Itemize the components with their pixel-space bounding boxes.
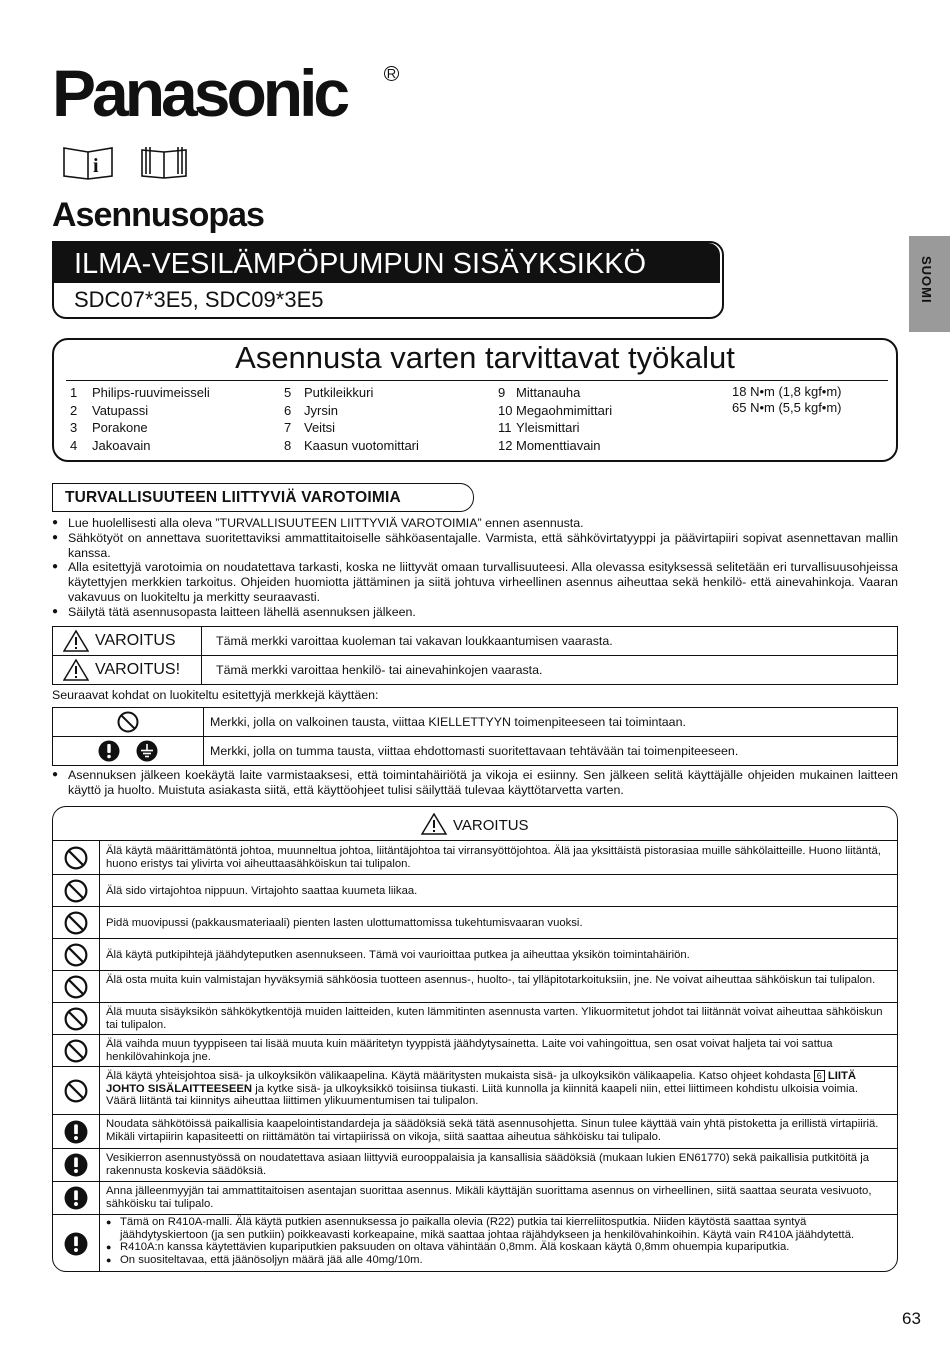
manual-icons — [62, 144, 192, 180]
section-ref: 6 — [814, 1070, 825, 1082]
tool-item: 8 Kaasun vuotomittari — [284, 437, 419, 453]
warning-text — [106, 1216, 891, 1266]
warning-row — [53, 1035, 897, 1067]
table-row — [53, 737, 898, 766]
symbol-cell — [53, 708, 204, 737]
hazard-label-cell — [53, 656, 202, 685]
hazard-label: VAROITUS! — [95, 661, 181, 678]
tool-item: 9 Mittanauha — [498, 385, 581, 400]
symbol-text: Merkki, jolla on valkoinen tausta, viittaa KIELLETTYYN toimenpiteeseen tai toimintaan. — [204, 708, 898, 737]
warning-row — [53, 1067, 897, 1115]
icon-cell — [53, 875, 100, 906]
warning-text: Noudata sähkötöissä paikallisia kaapelointistandardeja ja säädöksiä sekä tätä asennusohjetta. Sinun tulee käyttää vain yhtä pistoketta ja erillistä virtapiiriä. Mikäli virtapiirin kapasiteetti on riittämätön tai virtapiirissä on vikoja, siitä saattaa aiheutua sähköisku tai tulipalo. — [106, 1118, 879, 1143]
warning-row — [53, 971, 897, 1003]
product-header — [54, 243, 720, 283]
tool-item: 3 Porakone — [70, 420, 148, 435]
warning-row — [53, 1115, 897, 1149]
warning-text: Älä käytä yhteisjohtoa sisä- ja ulkoyksikön välikaapelina. Käytä määritysten mukaista sisä- ja ulkoyksikön välikaapelia. Katso ohjeet kohdasta 6 LIITÄ JOHTO SISÄLAITTEESEEN ja kytke sisä- ja ulkoyksikkö toisiinsa tiukasti. Liitä kunnolla ja kiinnitä kaapeli niin, ettei liittimeen kohdistu ulkoisia voimia. Väärä liitäntä tai kiinnitys aiheuttaa liittimen ylikuumentumisen tai tulipalon. — [106, 1070, 858, 1108]
tools-title: Asennusta varten tarvittavat työkalut — [235, 340, 735, 375]
list-item: ● Asennuksen jälkeen koekäytä laite varmistaaksesi, että toimintahäiriötä ja vikoja ei esiinny. Sen jälkeen selitä käyttäjälle ohjeiden mukainen laitteen käyttö ja huolto. Muistuta asiakasta siitä, että käyttöohjeet tulisi säilyttää tulevaa käyttötarvetta varten. — [52, 768, 898, 798]
icon-cell — [53, 971, 100, 1002]
mandatory-icon — [64, 1153, 88, 1177]
hazard-text: Tämä merkki varoittaa kuoleman tai vakavan loukkaantumisen vaarasta. — [202, 627, 898, 656]
language-tab — [909, 236, 950, 332]
torque-value: 18 N•m (1,8 kgf•m) — [732, 384, 842, 399]
symbol-legend-table — [52, 707, 898, 766]
symbols-intro: Seuraavat kohdat on luokiteltu esitettyjä merkkejä käyttäen: — [52, 688, 379, 702]
warnings-box — [52, 806, 898, 1272]
symbol-cell — [53, 737, 204, 766]
list-item: ● Sähkötyöt on annettava suoritettaviksi ammattitaitoiselle sähköasentajalle. Varmista, että sähkövirtatyyppi ja päävirtapiiri sopivat asennettavan mallin kanssa. — [52, 531, 898, 561]
warning-text: Älä käytä määrittämätöntä johtoa, muunneltua johtoa, liitäntäjohtoa tai virransyöttöjohtoa. Älä jaa yksittäistä pistorasiaa muille sähkölaitteille. Huono liitäntä, huono eristys tai ylivirta voi aiheuttaasähköiskun tai tulipalon. — [106, 845, 881, 870]
product-name: ILMA-VESILÄMPÖPUMPUN SISÄYKSIKKÖ — [74, 248, 647, 280]
tools-divider — [66, 380, 888, 381]
icon-cell — [53, 1067, 100, 1114]
prohibited-icon — [64, 911, 88, 935]
list-item: ● Alla esitettyjä varotoimia on noudatettava tarkasti, koska ne liittyvät omaan turvallisuuteesi. Alla olevassa esityksessä selitetään eri turvallisuusohjeissa käytettyjen merkkien tarkoitus. Ohjeiden huomiotta jättäminen ja siitä johtuva virheellinen asennus aiheuttaa sekä henkilö- että ainevahinkoja. Vaaran vakavuus on luokiteltu ja merkitty seuraavasti. — [52, 560, 898, 604]
hazard-label: VAROITUS — [95, 632, 176, 649]
warnings-heading: VAROITUS — [453, 817, 529, 834]
tool-item: 1 Philips-ruuvimeisseli — [70, 385, 210, 400]
product-models: SDC07*3E5, SDC09*3E5 — [74, 287, 324, 312]
warning-row — [53, 1215, 897, 1272]
warning-row — [53, 1003, 897, 1035]
table-row — [53, 627, 898, 656]
tool-item: 5 Putkileikkuri — [284, 385, 374, 400]
caution-triangle-icon — [63, 659, 89, 681]
prohibited-icon — [64, 1039, 88, 1063]
registered-mark: R — [384, 66, 399, 81]
warning-text: Anna jälleenmyyjän tai ammattitaitoisen asentajan suorittaa asennus. Mikäli käyttäjän suorittama asennus on virheellinen, siitä saattaa seurata vesivuoto, sähköisku tai tulipalo. — [106, 1185, 872, 1210]
tool-item: 10 Megaohmimittari — [498, 402, 613, 418]
icon-cell — [53, 1215, 100, 1272]
warning-text: Vesikierron asennustyössä on noudatettava asiaan liittyviä eurooppalaisia ja kansallisia säädöksiä (mukaan lukien EN61770) sekä paikallisia putkitöitä ja rakennusta koskevia säädöksiä. — [106, 1152, 869, 1177]
warning-row — [53, 939, 897, 971]
open-book-icon — [142, 147, 186, 178]
icon-cell — [53, 841, 100, 874]
warning-row — [53, 907, 897, 939]
list-item: ● R410A:n kanssa käytettävien kupariputkien paksuuden on oltava vähintään 0,8mm. Älä koskaan käytä 0,8mm ohuempia kupariputkia. — [106, 1241, 891, 1254]
tools-column-2 — [284, 384, 419, 454]
prohibited-icon — [64, 943, 88, 967]
prohibited-icon — [64, 1007, 88, 1031]
prohibited-icon — [64, 846, 88, 870]
page-number: 63 — [902, 1309, 921, 1328]
list-item: ● Lue huolellisesti alla oleva ”TURVALLISUUTEEN LIITTYVIÄ VAROTOIMIA” ennen asennusta. — [52, 516, 898, 531]
warning-row — [53, 1182, 897, 1215]
mandatory-icon — [64, 1232, 88, 1256]
list-item: ● Tämä on R410A-malli. Älä käytä putkien asennuksessa jo paikalla olevia (R22) putkia tai kierreliitosputkia. Niiden käytöstä saattaa syntyä jäähdytyskiertoon (ja sen putkiin) poikkeavasti korkeapaine, mikä saattaa johtaa räjähdykseen ja henkilövahinkoihin. Käytä vain R410A jäähdytettä. — [106, 1216, 891, 1241]
hazard-levels-table — [52, 626, 898, 685]
tool-item: 2 Vatupassi — [70, 402, 149, 418]
warning-text: Älä muuta sisäyksikön sähkökytkentöjä muiden laitteiden, kuten lämmitinten asennusta varten. Ylikuormitetut johdot tai liitännät voivat aiheuttaa sähköiskun tai tulipalon. — [106, 1006, 883, 1031]
svg-text:i: i — [93, 155, 99, 177]
warning-text: Älä sido virtajohtoa nippuun. Virtajohto saattaa kuumeta liikaa. — [106, 885, 418, 897]
tools-column-3 — [498, 384, 612, 454]
safety-heading-box — [52, 483, 474, 512]
tool-item: 6 Jyrsin — [284, 402, 338, 418]
icon-cell — [53, 1003, 100, 1034]
language-tab-label: SUOMI — [919, 256, 934, 304]
warning-row — [53, 875, 897, 907]
warning-triangle-icon — [63, 630, 89, 652]
mandatory-icon — [64, 1120, 88, 1144]
prohibited-icon — [64, 975, 88, 999]
warning-text: Älä käytä putkipihtejä jäähdyteputken asennukseen. Tämä voi vaurioittaa putkea ja aiheuttaa yksikön toimintahäiriön. — [106, 949, 690, 961]
hazard-text: Tämä merkki varoittaa henkilö- tai ainevahinkojen vaarasta. — [202, 656, 898, 685]
warning-text: Älä osta muita kuin valmistajan hyväksymiä sähköosia tuotteen asennus-, huolto-, tai ylläpitotarkoituksiin, jne. Ne voivat aiheuttaa sähköiskun tai tulipalon. — [106, 974, 876, 986]
warning-text: Pidä muovipussi (pakkausmateriaali) pienten lasten ulottumattomissa tukehtumisvaaran vuoksi. — [106, 917, 583, 929]
icon-cell — [53, 939, 100, 970]
icon-cell — [53, 907, 100, 938]
hazard-label-cell — [53, 627, 202, 656]
warning-row — [53, 1149, 897, 1182]
torque-value: 65 N•m (5,5 kgf•m) — [732, 400, 842, 415]
mandatory-icon — [98, 740, 120, 762]
tools-column-1 — [70, 384, 210, 454]
tool-item: 7 Veitsi — [284, 420, 336, 435]
tool-item: 11 Yleismittari — [498, 420, 580, 435]
ground-icon — [136, 740, 158, 762]
icon-cell — [53, 1149, 100, 1181]
torque-values — [732, 384, 842, 416]
icon-cell — [53, 1182, 100, 1214]
list-item: ● On suositeltavaa, että jäänösoljyn määrä jää alle 40mg/10m. — [106, 1254, 891, 1267]
info-book-icon — [64, 148, 112, 179]
warning-triangle-icon — [421, 813, 447, 835]
tool-item: 4 Jakoavain — [70, 437, 151, 453]
brand-logo: Panasonic — [52, 56, 347, 130]
icon-cell — [53, 1115, 100, 1148]
list-item: ● Säilytä tätä asennusopasta laitteen lähellä asennuksen jälkeen. — [52, 605, 898, 620]
mandatory-icon — [64, 1186, 88, 1210]
warning-row — [53, 841, 897, 875]
tool-item: 12 Momenttiavain — [498, 437, 601, 453]
prohibited-icon — [64, 1079, 88, 1103]
page-title: Asennusopas — [52, 196, 264, 234]
section-ref-title: LIITÄ JOHTO SISÄLAITTEESEEN — [106, 1070, 857, 1095]
symbol-text: Merkki, jolla on tumma tausta, viittaa ehdottomasti suoritettavaan tehtävään tai toimenpiteeseen. — [204, 737, 898, 766]
table-row — [53, 656, 898, 685]
safety-heading: TURVALLISUUTEEN LIITTYVIÄ VAROTOIMIA — [65, 489, 401, 506]
prohibited-icon — [117, 711, 139, 733]
prohibited-icon — [64, 879, 88, 903]
safety-bullets — [52, 516, 898, 620]
after-note — [52, 768, 898, 798]
warning-text: Älä vaihda muun tyyppiseen tai lisää muuta kuin määritetyn tyyppistä jäähdytysainetta. Laite voi vahingoittua, sen osat voivat haljeta tai voi sattua henkilövahinkoja jne. — [106, 1038, 833, 1063]
warnings-header — [53, 807, 897, 841]
icon-cell — [53, 1035, 100, 1066]
table-row — [53, 708, 898, 737]
